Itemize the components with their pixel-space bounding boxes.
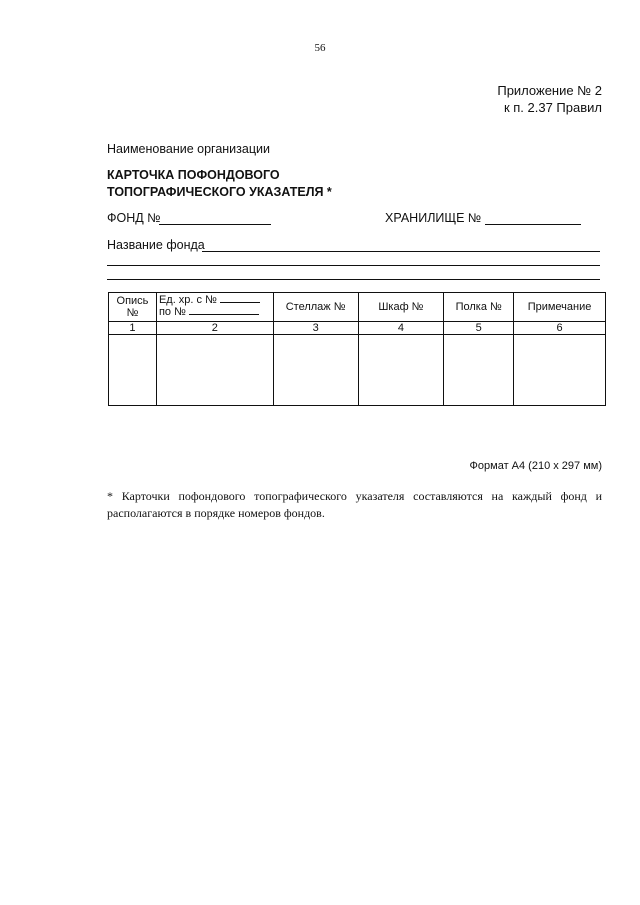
- fund-name-field-line-3[interactable]: [107, 279, 600, 280]
- table-header-row: [109, 293, 606, 322]
- topographic-index-table: [108, 292, 606, 406]
- fund-storage-row: [107, 211, 587, 227]
- header-units-from-text: Ед. хр. с №: [158, 294, 217, 306]
- storage-number-field[interactable]: [485, 224, 581, 225]
- cell-rack[interactable]: [273, 335, 358, 406]
- storage-number-label: ХРАНИЛИЩЕ №: [385, 211, 482, 225]
- header-units-from: [159, 294, 271, 306]
- card-title: [107, 167, 332, 201]
- card-title-line-1: КАРТОЧКА ПОФОНДОВОГО: [107, 168, 280, 182]
- header-cabinet: Шкаф №: [358, 293, 444, 322]
- fund-name-field[interactable]: [202, 251, 600, 252]
- page-number: 56: [314, 42, 326, 54]
- footnote: * Карточки пофондового топографического указателя составляются на каждый фонд и располагаются в порядке номеров фондов.: [107, 489, 602, 520]
- column-number-row: [109, 322, 606, 335]
- header-inventory: [109, 293, 157, 322]
- format-note: Формат А4 (210 х 297 мм): [469, 460, 602, 472]
- header-note: Примечание: [514, 293, 606, 322]
- header-storage-units: [156, 293, 273, 322]
- column-number: 3: [273, 322, 358, 335]
- cell-cabinet[interactable]: [358, 335, 444, 406]
- column-number: 2: [156, 322, 273, 335]
- fund-name-field-line-2[interactable]: [107, 265, 600, 266]
- header-units-to-text: по №: [158, 306, 186, 318]
- card-title-line-2: ТОПОГРАФИЧЕСКОГО УКАЗАТЕЛЯ *: [107, 185, 332, 199]
- cell-shelf[interactable]: [444, 335, 514, 406]
- cell-storage-units[interactable]: [156, 335, 273, 406]
- column-number: 4: [358, 322, 444, 335]
- appendix-number: Приложение № 2: [497, 83, 602, 98]
- units-to-blank: [189, 314, 259, 315]
- fund-number-label: ФОНД №: [107, 211, 161, 225]
- column-number: 1: [109, 322, 157, 335]
- table-row: [109, 335, 606, 406]
- units-from-blank: [220, 302, 260, 303]
- fund-name-label: Название фонда: [107, 238, 205, 252]
- column-number: 6: [514, 322, 606, 335]
- organization-label: Наименование организации: [107, 142, 270, 156]
- appendix-rule-reference: к п. 2.37 Правил: [503, 100, 602, 115]
- header-inventory-line-1: Опись: [116, 295, 149, 307]
- header-rack: Стеллаж №: [273, 293, 358, 322]
- cell-note[interactable]: [514, 335, 606, 406]
- appendix-reference: [497, 82, 602, 116]
- header-shelf: Полка №: [444, 293, 514, 322]
- fund-name-row: [107, 238, 600, 254]
- cell-inventory[interactable]: [109, 335, 157, 406]
- header-units-to: [159, 306, 271, 318]
- column-number: 5: [444, 322, 514, 335]
- fund-number-field[interactable]: [159, 224, 271, 225]
- header-inventory-line-2: №: [126, 307, 139, 319]
